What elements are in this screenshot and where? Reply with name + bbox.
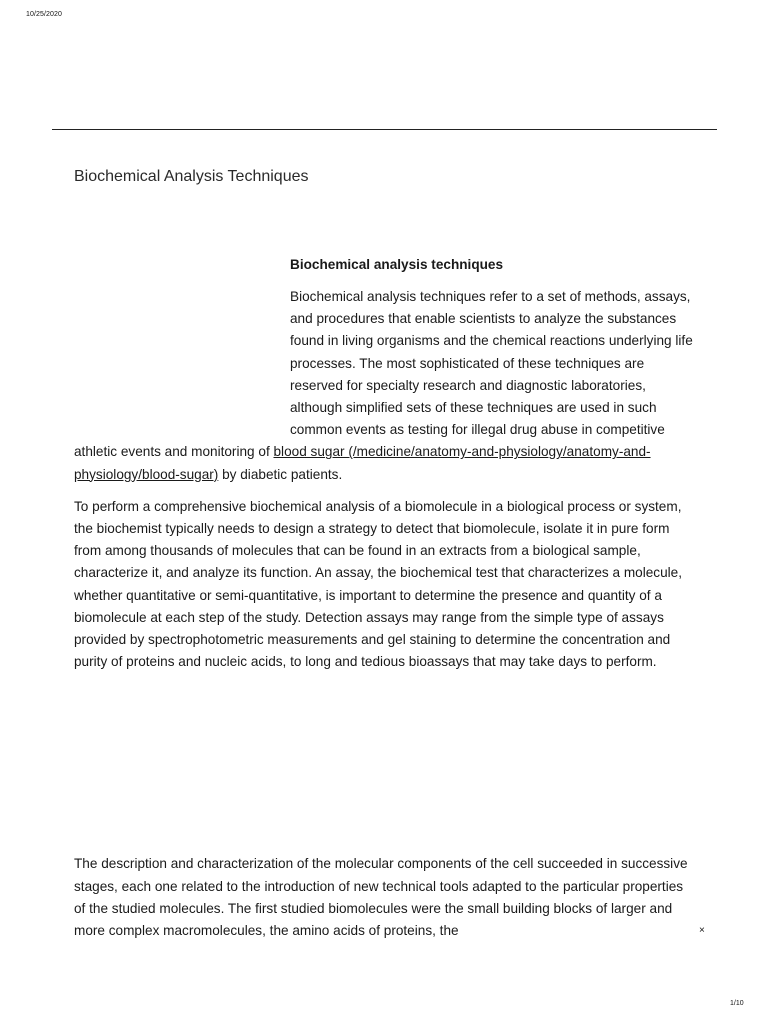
article-image-placeholder — [74, 254, 290, 422]
page-number: 1/10 — [730, 1000, 744, 1007]
blood-sugar-link[interactable]: blood sugar (/medicine/anatomy-and-physiology/anatomy-and-physiology/blood-sugar) — [74, 444, 651, 482]
content-gap — [74, 683, 698, 853]
paragraph-history: The description and characterization of the molecular components of the cell succeeded in successive stages, each one related to the introduction of new technical tools adapted to the particular properties of the studied molecules. The first studied biomolecules were the small building blocks of larger and more complex macromolecules, the amino acids of proteins, the — [74, 856, 688, 939]
print-date: 10/25/2020 — [26, 11, 63, 18]
paragraph-intro-text-before: Biochemical analysis techniques refer to a set of methods, assays, and procedures that enable scientists to analyze the substances found in living organisms and the chemical reactions underlying life processes. The most sophisticated of these techniques are reserved for specialty research and diagnostic laboratories, although simplified sets of these techniques are used in such common events as testing for illegal drug abuse in competitive athletic events and monitoring of — [74, 289, 693, 460]
document-title: Biochemical Analysis Techniques — [74, 168, 309, 185]
article-body — [74, 254, 698, 952]
paragraph-analysis: To perform a comprehensive biochemical analysis of a biomolecule in a biological process or system, the biochemist typically needs to design a strategy to detect that biomolecule, isolate it in pure form from among thousands of molecules that can be found in an extracts from a biological sample, characterize it, and analyze its function. An assay, the biochemical test that characterizes a molecule, whether quantitative or semi-quantitative, is important to determine the presence and quantity of a biomolecule at each step of the study. Detection assays may range from the simple type of assays provided by spectrophotometric measurements and gel staining to determine the concentration and purity of proteins and nucleic acids, to long and tedious bioassays that may take days to perform. — [74, 498, 683, 670]
paragraph-intro-text-after: by diabetic patients. — [218, 466, 343, 482]
article-heading: Biochemical analysis techniques — [290, 257, 504, 272]
header-divider — [52, 129, 717, 130]
close-icon[interactable]: × — [699, 925, 705, 936]
